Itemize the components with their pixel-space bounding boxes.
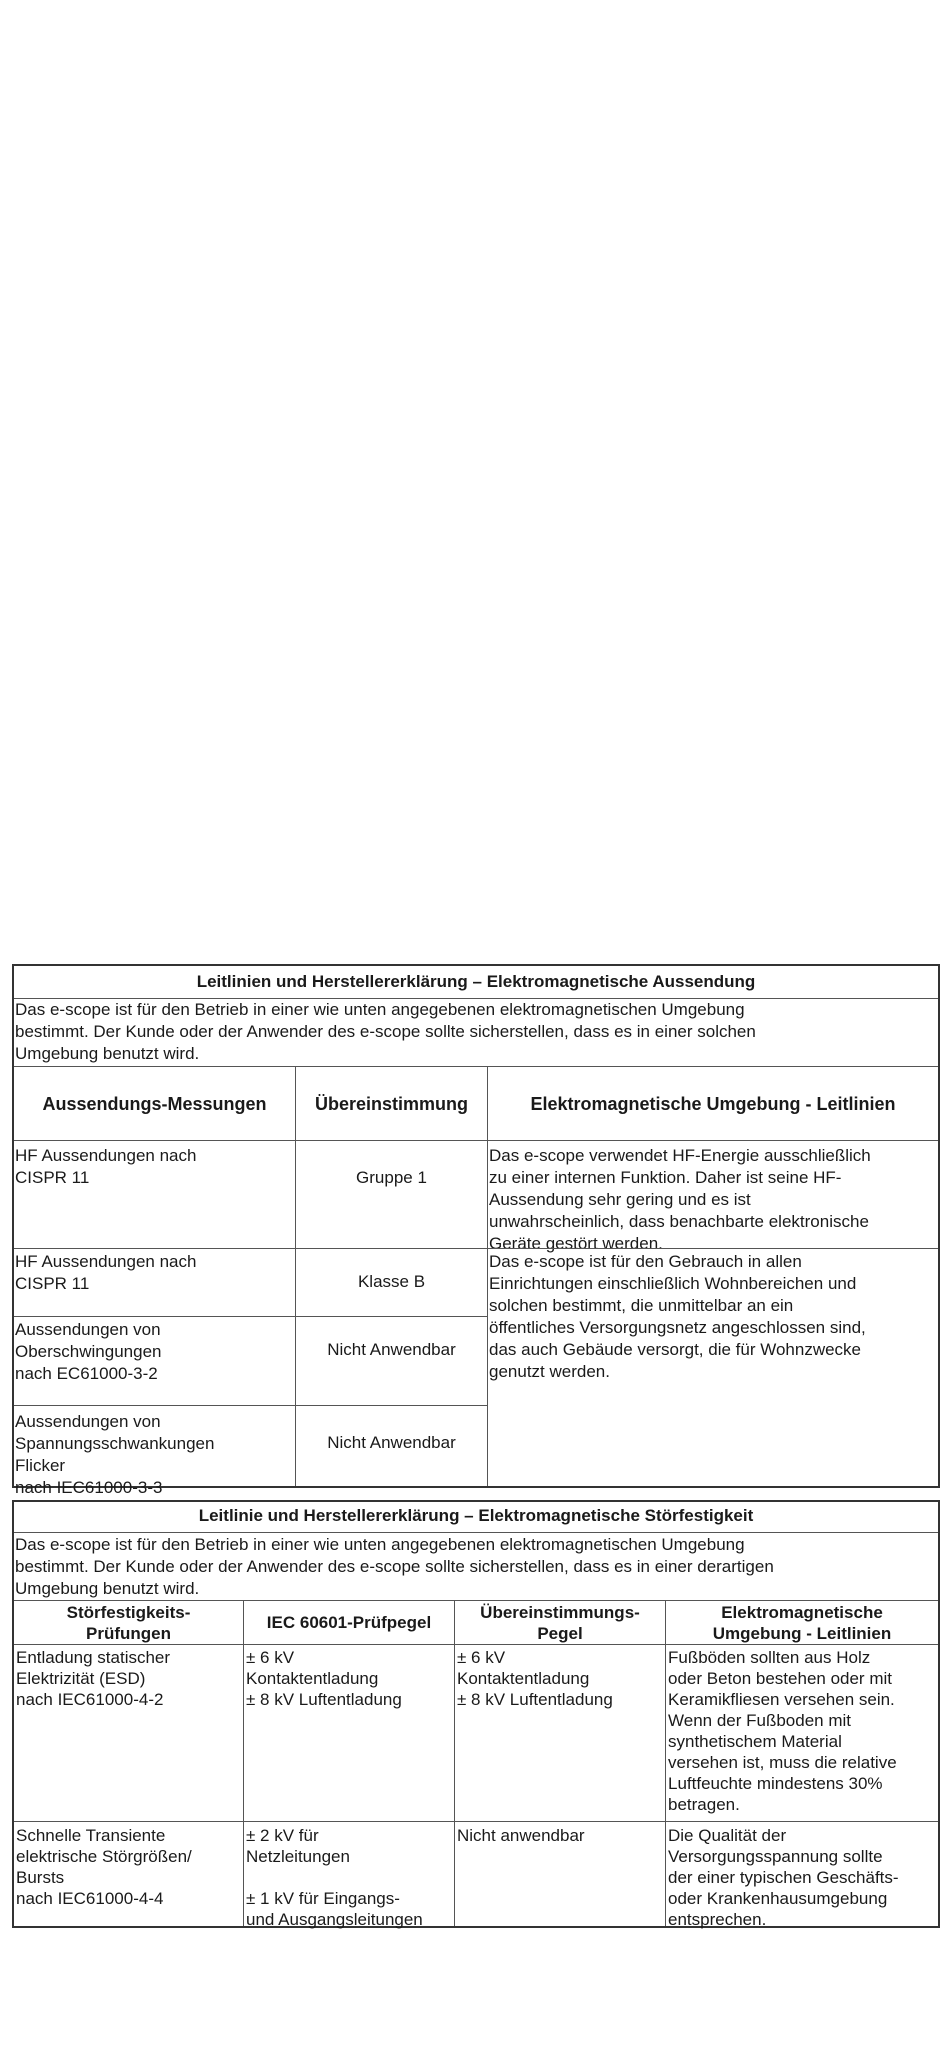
- immunity-row-1-test-level: ± 6 kV Kontaktentladung ± 8 kV Luftentladung: [243, 1644, 454, 1821]
- emission-row-1-measurement: HF Aussendungen nach CISPR 11: [14, 1140, 295, 1248]
- emission-row-1-compliance: Gruppe 1: [295, 1140, 487, 1248]
- immunity-row-1-compliance-level: ± 6 kV Kontaktentladung ± 8 kV Luftentladung: [454, 1644, 665, 1821]
- emission-guidance-1: Das e-scope verwendet HF-Energie ausschließlich zu einer internen Funktion. Daher ist seine HF- Aussendung sehr gering und es ist unwahrscheinlich, dass benachbarte elektronische Geräte gestört werden.: [487, 1140, 938, 1248]
- immunity-row-1-guidance: Fußböden sollten aus Holz oder Beton bestehen oder mit Keramikfliesen versehen sein. Wenn der Fußboden mit synthetischem Material versehen ist, muss die relative Luftfeuchte mindestens 30% betragen.: [665, 1644, 938, 1821]
- header-compliance: Übereinstimmung: [295, 1066, 487, 1140]
- emission-row-2-compliance: Klasse B: [295, 1248, 487, 1316]
- emission-row-4-compliance: Nicht Anwendbar: [295, 1405, 487, 1486]
- emission-guidance-2: Das e-scope ist für den Gebrauch in allen Einrichtungen einschließlich Wohnbereichen und solchen bestimmt, die unmittelbar an ein öffentliches Versorgungsnetz angeschlossen sind, das auch Gebäude versorgt, die für Wohnzwecke genutzt werden.: [487, 1248, 938, 1486]
- immunity-table: [12, 1500, 940, 1928]
- header-immunity-guidance: Elektromagnetische Umgebung - Leitlinien: [665, 1600, 938, 1644]
- immunity-row-1-test: Entladung statischer Elektrizität (ESD) nach IEC61000-4-2: [14, 1644, 243, 1821]
- emission-table: [12, 964, 940, 1497]
- immunity-row-2-test: Schnelle Transiente elektrische Störgrößen/ Bursts nach IEC61000-4-4: [14, 1821, 243, 1926]
- emission-table-title: Leitlinien und Herstellererklärung – Elektromagnetische Aussendung: [196, 972, 756, 991]
- header-em-environment-guidance: Elektromagnetische Umgebung - Leitlinien: [487, 1066, 938, 1140]
- emission-table-intro: Das e-scope ist für den Betrieb in einer wie unten angegebenen elektromagnetischen Umgebung bestimmt. Der Kunde oder der Anwender des e-scope sollte sicherstellen, dass es in einer solchen Umgebung benutzt wird.: [14, 998, 938, 1066]
- emission-row-3-compliance: Nicht Anwendbar: [295, 1316, 487, 1405]
- immunity-row-2-compliance-level: Nicht anwendbar: [454, 1821, 665, 1926]
- header-iec-test-level: IEC 60601-Prüfpegel: [243, 1600, 454, 1644]
- immunity-row-2-test-level: ± 2 kV für Netzleitungen ± 1 kV für Eingangs- und Ausgangsleitungen: [243, 1821, 454, 1926]
- emission-row-3-measurement: Aussendungen von Oberschwingungen nach EC61000-3-2: [14, 1316, 295, 1405]
- immunity-table-intro: Das e-scope ist für den Betrieb in einer wie unten angegebenen elektromagnetischen Umgebung bestimmt. Der Kunde oder der Anwender des e-scope sollte sicherstellen, dass es in einer derartigen Umgebung benutzt wird.: [14, 1532, 938, 1600]
- header-emission-measurements: Aussendungs-Messungen: [14, 1066, 295, 1140]
- immunity-table-title: Leitlinie und Herstellererklärung – Elektromagnetische Störfestigkeit: [198, 1506, 754, 1525]
- emission-row-4-measurement: Aussendungen von Spannungsschwankungen Flicker nach IEC61000-3-3: [14, 1405, 295, 1486]
- header-immunity-tests: Störfestigkeits- Prüfungen: [14, 1600, 243, 1644]
- emission-row-2-measurement: HF Aussendungen nach CISPR 11: [14, 1248, 295, 1316]
- header-compliance-level: Übereinstimmungs- Pegel: [454, 1600, 665, 1644]
- immunity-row-2-guidance: Die Qualität der Versorgungsspannung sollte der einer typischen Geschäfts- oder Krankenhausumgebung entsprechen.: [665, 1821, 938, 1926]
